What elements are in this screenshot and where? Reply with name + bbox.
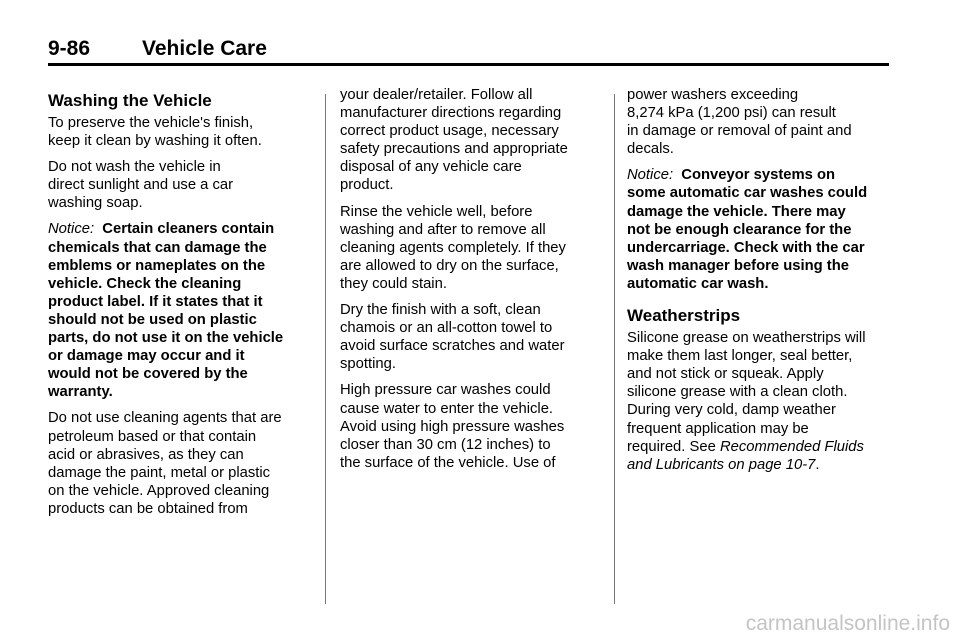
text-line: Silicone grease on weatherstrips will [627, 330, 866, 347]
column-1 [48, 86, 310, 518]
notice-text: Certain cleaners contain [102, 221, 275, 238]
paragraph [48, 114, 310, 150]
text-line: manufacturer directions regarding [340, 105, 562, 122]
notice-block [627, 166, 889, 293]
text-line: washing soap. [48, 195, 143, 212]
text-line: products can be obtained from [48, 500, 248, 517]
page-header [48, 37, 267, 61]
text-line: spotting. [340, 356, 396, 373]
text-line: product. [340, 177, 394, 194]
column-2 [340, 86, 602, 472]
text-line: Do not use cleaning agents that are [48, 410, 282, 427]
notice-text: undercarriage. Check with the car [627, 239, 865, 256]
notice-text: should not be used on plastic [48, 311, 257, 328]
text-line: and not stick or squeak. Apply [627, 366, 824, 383]
section-title: Vehicle Care [142, 37, 267, 60]
notice-text: or damage may occur and it [48, 348, 245, 365]
notice-text: not be enough clearance for the [627, 221, 852, 238]
notice-text: some automatic car washes could [627, 185, 868, 202]
text-line: in damage or removal of paint and [627, 123, 852, 140]
notice-text: warranty. [48, 384, 113, 401]
paragraph [627, 86, 889, 158]
text-line: required. See [627, 438, 716, 455]
text-line: During very cold, damp weather [627, 402, 836, 419]
paragraph [340, 301, 602, 373]
column-3 [627, 86, 889, 474]
section-heading: Washing the Vehicle [48, 91, 212, 110]
text-line: keep it clean by washing it often. [48, 133, 262, 150]
text-line: disposal of any vehicle care [340, 159, 522, 176]
section-heading: Weatherstrips [627, 306, 741, 326]
text-line: direct sunlight and use a car [48, 177, 234, 194]
page-number: 9-86 [48, 37, 91, 60]
text-line: Avoid using high pressure washes [340, 418, 565, 435]
paragraph [48, 409, 310, 518]
notice-text: vehicle. Check the cleaning [48, 275, 242, 292]
text-line: Rinse the vehicle well, before [340, 203, 533, 220]
paragraph [340, 203, 602, 293]
text-line: petroleum based or that contain [48, 428, 257, 445]
notice-block [48, 220, 310, 401]
text-line: damage the paint, metal or plastic [48, 464, 271, 481]
text-line: are allowed to dry on the surface, [340, 257, 559, 274]
text-line: correct product usage, necessary [340, 123, 559, 140]
notice-text: damage the vehicle. There may [627, 203, 846, 220]
text-line: power washers exceeding [627, 87, 799, 103]
text-line: acid or abrasives, as they can [48, 446, 244, 463]
text-line: chamois or an all-cotton towel to [340, 320, 553, 337]
text-line: they could stain. [340, 275, 447, 292]
notice-text: Conveyor systems on [681, 167, 836, 184]
notice-text: emblems or nameplates on the [48, 257, 266, 274]
text-line: closer than 30 cm (12 inches) to [340, 436, 551, 453]
header-rule [48, 63, 889, 66]
text-line: make them last longer, seal better, [627, 348, 853, 365]
text-line: safety precautions and appropriate [340, 141, 568, 158]
text-line: cleaning agents completely. If they [340, 239, 566, 256]
text-line: avoid surface scratches and water [340, 338, 565, 355]
text-line: decals. [627, 141, 674, 158]
notice-text: automatic car wash. [627, 275, 769, 292]
text-line: cause water to enter the vehicle. [340, 400, 554, 417]
text-line: 8,274 kPa (1,200 psi) can result [627, 105, 836, 122]
text-line: Dry the finish with a soft, clean [340, 302, 541, 319]
paragraph [340, 381, 602, 471]
notice-label: Notice: [627, 167, 674, 184]
text-line: frequent application may be [627, 420, 809, 437]
notice-text: would not be covered by the [48, 366, 248, 383]
cross-reference-link[interactable]: and Lubricants on page 10-7 [627, 456, 816, 473]
text-line: the surface of the vehicle. Use of [340, 454, 556, 471]
notice-text: wash manager before using the [627, 257, 850, 274]
notice-text: parts, do not use it on the vehicle [48, 330, 284, 347]
text-line: on the vehicle. Approved cleaning [48, 482, 270, 499]
paragraph [340, 86, 602, 195]
column-divider [325, 94, 326, 604]
text-line: High pressure car washes could [340, 382, 551, 399]
watermark: carmanualsonline.info [745, 612, 950, 635]
column-divider [614, 94, 615, 604]
text-line: washing and after to remove all [340, 221, 546, 238]
text-line: silicone grease with a clean cloth. [627, 384, 848, 401]
notice-label: Notice: [48, 221, 95, 238]
text-line: . [815, 456, 820, 473]
text-line: your dealer/retailer. Follow all [340, 87, 533, 103]
notice-text: product label. If it states that it [48, 293, 263, 310]
paragraph [627, 329, 889, 474]
text-line: Do not wash the vehicle in [48, 159, 221, 176]
text-line: To preserve the vehicle's finish, [48, 115, 254, 131]
cross-reference-link[interactable]: Recommended Fluids [719, 438, 864, 455]
notice-text: chemicals that can damage the [48, 239, 267, 256]
paragraph [48, 158, 310, 212]
